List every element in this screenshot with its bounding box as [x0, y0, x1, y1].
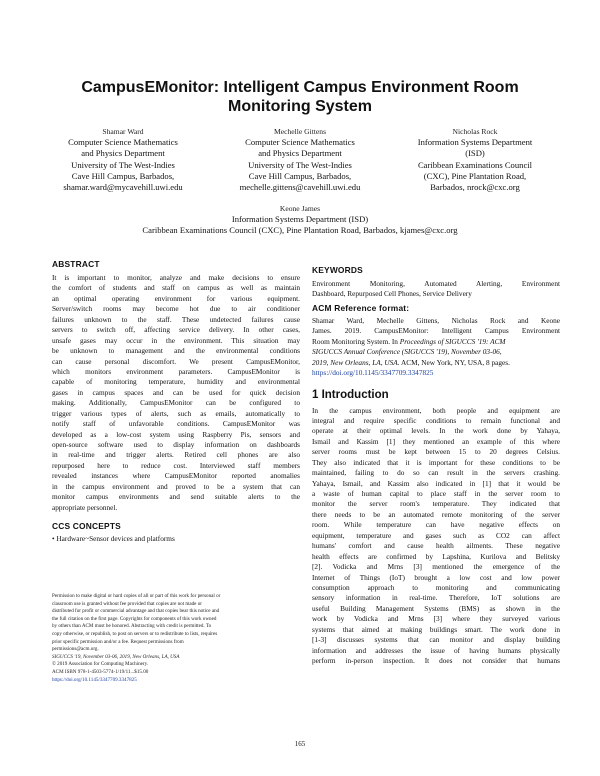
intro-line: They also indicated that it is important for these conditions to be — [312, 457, 560, 467]
keywords-line: Dashboard, Repurposed Cell Phones, Service Delivery — [312, 289, 472, 299]
acm-ref-line — [312, 347, 560, 357]
author-affiliation-line: University of The West-Indies — [248, 159, 352, 170]
acm-ref-line — [312, 358, 560, 368]
acm-ref-proceedings: SIGUCCS Annual Conference (SIGUCCS '19), November 03-06, — [312, 347, 502, 357]
intro-line: In the campus environment, both people and equipment are — [312, 405, 560, 415]
doi-link[interactable]: https://doi.org/10.1145/3347709.3347825 — [52, 676, 137, 683]
acm-ref-text: ACM, New York, NY, USA, 8 pages. — [399, 357, 510, 367]
intro-line: room. While temperature can have negative effects on — [312, 520, 560, 530]
abstract-line: in the campus environment and proved to be a system that can — [52, 481, 300, 491]
author-block-2 — [210, 126, 390, 193]
abstract-line: making. Additionally, CampusEMonitor can be configured to — [52, 398, 300, 408]
author-affiliation-line: Cave Hill Campus, Barbados, — [71, 170, 175, 181]
right-column — [312, 265, 560, 666]
intro-line: there needs to be an automated remote monitoring of the server — [312, 509, 560, 519]
intro-line: health effects are confirmed by Lapshina, Kurilova and Belitsky — [312, 551, 560, 561]
abstract-heading: ABSTRACT — [52, 259, 100, 269]
permission-line: permissions@acm.org. — [52, 646, 99, 653]
author-email: Barbados, nrock@cxc.org — [430, 182, 520, 193]
introduction-body — [312, 406, 560, 667]
permission-line: prior specific permission and/or a fee. Request permissions from — [52, 638, 184, 645]
acm-ref-proceedings: 2019, New Orleans, LA, USA. — [312, 357, 400, 367]
abstract-line: failures unknown to the staff. These undetected failures cause — [52, 314, 300, 324]
author-affiliation-line: Caribbean Examinations Council (CXC), Pine Plantation Road, Barbados, kjames@cxc.org — [142, 225, 458, 236]
intro-line: sensory information in real-time. Therefore, IoT solutions are — [312, 593, 560, 603]
abstract-line: which monitors environment parameters. CampusEMonitor is — [52, 366, 300, 376]
permission-line: copy otherwise, or republish, to post on servers or to redistribute to lists, requires — [52, 630, 218, 637]
intro-line: Ismail and Kassim [1] they mentioned an example of this where — [312, 436, 560, 446]
author-affiliation-line: and Physics Department — [81, 148, 165, 159]
intro-line: humans' comfort and cause health ailments. These negative — [312, 541, 560, 551]
abstract-line: trigger various types of alerts, such as emails, automatically to — [52, 408, 300, 418]
permission-notice — [52, 593, 300, 684]
keywords-body — [312, 279, 560, 300]
left-column — [52, 259, 300, 545]
intro-line: server rooms must be kept between 15 to 20 degrees Celsius. — [312, 447, 560, 457]
ccs-item: • Hardware~Sensor devices and platforms — [52, 534, 175, 544]
author-name: Shamar Ward — [102, 127, 144, 136]
paper-title — [40, 78, 560, 116]
author-email: mechelle.gittens@cavehill.uwi.edu — [239, 182, 361, 193]
acm-ref-line — [312, 337, 560, 347]
author-block-3 — [385, 126, 565, 193]
acm-ref-heading: ACM Reference format: — [312, 302, 410, 313]
intro-line: useful Building Management Systems (BMS) as shown in the — [312, 603, 560, 613]
author-affiliation-line: University of The West-Indies — [71, 159, 175, 170]
author-name: Keone James — [279, 204, 321, 213]
copyright-line: © 2019 Association for Computing Machinery. — [52, 661, 149, 668]
intro-line: Internet of Things (IoT) brought a low cost and low power — [312, 572, 560, 582]
abstract-line: capable of monitoring temperature, humidity and environmental — [52, 377, 300, 387]
section-introduction-heading: 1 Introduction — [312, 388, 389, 401]
title-line-1: CampusEMonitor: Intelligent Campus Environment Room — [81, 79, 519, 96]
abstract-line: an optimal operating environment for various equipment. — [52, 293, 300, 303]
abstract-line: unsafe gases may occur in the environment. This situation may — [52, 335, 300, 345]
author-affiliation-line: Caribbean Examinations Council — [417, 159, 533, 170]
abstract-line: monitor campus environments and send suitable alerts to the — [52, 492, 300, 502]
title-line-2: Monitoring System — [227, 98, 372, 115]
permission-line: distributed for profit or commercial advantage and that copies bear this notice and — [52, 608, 220, 615]
author-affiliation-line: Cave Hill Campus, Barbados, — [248, 170, 352, 181]
intro-line: integral and require specific conditions to remain functional and — [312, 415, 560, 425]
intro-line: a waste of human capital to place staff in the server room to — [312, 489, 560, 498]
abstract-line: notify staff of unfavorable conditions. CampusEMonitor was — [52, 419, 300, 429]
intro-line: [2]. Vodicka and Mrns [3] mentioned the emergence of the — [312, 562, 560, 572]
acm-ref-body — [312, 316, 560, 379]
author-name: Mechelle Gittens — [273, 127, 327, 136]
keywords-line: Environment Monitoring, Automated Alerting, Environment — [312, 279, 560, 288]
author-affiliation-line: Information Systems Department (ISD) — [231, 214, 369, 225]
permission-line: by others than ACM must be honored. Abstracting with credit is permitted. To — [52, 623, 212, 630]
abstract-line: servers to switch off, affecting service delivery. In other cases, — [52, 325, 300, 335]
intro-line: operate at their optimal levels. In the work done by Yahaya, — [312, 426, 560, 436]
author-affiliation-line: Information Systems Department — [417, 137, 533, 148]
intro-line: maintained, failing to do so can result in the servers crashing. — [312, 468, 560, 478]
author-affiliation-line: (ISD) — [465, 148, 485, 159]
permission-line: Permission to make digital or hard copies of all or part of this work for personal or — [52, 593, 221, 599]
author-affiliation-line: Computer Science Mathematics — [68, 137, 178, 148]
author-block-4 — [100, 203, 500, 237]
abstract-line: appropriate personnel. — [52, 502, 118, 512]
abstract-line: open-source software used to display information on dashboards — [52, 440, 300, 449]
abstract-line: It is important to monitor, analyze and make decisions to ensure — [52, 273, 300, 282]
keywords-heading: KEYWORDS — [312, 265, 363, 275]
abstract-body — [52, 273, 300, 513]
intro-line: consumption approach to monitoring and communicating — [312, 582, 560, 592]
abstract-line: in real-time and trigger alerts. Retired cell phones are also — [52, 450, 300, 460]
author-affiliation-line: and Physics Department — [258, 148, 342, 159]
acm-ref-doi-link[interactable]: https://doi.org/10.1145/3347709.3347825 — [312, 368, 434, 378]
acm-ref-line: James. 2019. CampusEMonitor: Intelligent Campus Environment — [312, 326, 560, 336]
intro-line: Yahaya, Ismail, and Kassim also indicated in [1] that it would be — [312, 478, 560, 488]
page-number: 165 — [294, 740, 306, 748]
intro-line: monitor the server room's temperature. They indicated that — [312, 499, 560, 509]
intro-line: systems that aimed at making buildings smart. The work done in — [312, 624, 560, 634]
intro-line: work by Vodicka and Mrns [3] where they surveyed various — [312, 614, 560, 624]
abstract-line: the comfort of students and staff on campus as well as maintain — [52, 283, 300, 293]
intro-line: equipment, temperature and gases such as CO2 can affect — [312, 530, 560, 540]
ccs-body — [52, 534, 300, 544]
conference-line: SIGUCCS '19, November 03-06, 2019, New Orleans, LA, USA — [52, 653, 180, 660]
abstract-line: Server/switch rooms may become hot due to air conditioner — [52, 304, 300, 314]
abstract-line: be unknown to management and the environmental conditions — [52, 346, 300, 356]
intro-line: perform in-person inspection. It does not consider that humans — [312, 656, 560, 665]
ccs-heading: CCS CONCEPTS — [52, 521, 121, 532]
author-affiliation-line: (CXC), Pine Plantation Road, — [423, 170, 527, 181]
abstract-line: revealed instances where CampusEMonitor reported anomalies — [52, 471, 300, 481]
permission-line: classroom use is granted without fee provided that copies are not made or — [52, 600, 202, 607]
author-email: shamar.ward@mycavehill.uwi.edu — [63, 182, 183, 193]
author-block-1 — [33, 126, 213, 193]
author-affiliation-line: Computer Science Mathematics — [245, 137, 355, 148]
abstract-line: repurposed here to reduce cost. Interviewed staff members — [52, 460, 300, 470]
abstract-line: can cause personal discomfort. We present CampusEMonitor, — [52, 356, 300, 366]
isbn-line: ACM ISBN 978-1-4503-5774-1/19/11...$15.00 — [52, 668, 149, 675]
intro-line: information and addresses the issue of having humans physically — [312, 645, 560, 655]
acm-ref-line: Shamar Ward, Mechelle Gittens, Nicholas Rock and Keone — [312, 315, 560, 325]
intro-line: [1-3] discusses systems that can monitor and display building — [312, 635, 560, 645]
author-name: Nicholas Rock — [452, 127, 498, 136]
abstract-line: developed as a low-cost system using Raspberry Pis, sensors and — [52, 429, 300, 439]
abstract-line: gases in campus spaces and can be used for quick decision — [52, 387, 300, 397]
permission-line: the full citation on the first page. Copyrights for components of this work owned — [52, 615, 217, 622]
acm-ref-proceedings: Proceedings of SIGUCCS '19: ACM — [399, 336, 506, 346]
acm-ref-text: Room Monitoring System. In — [312, 336, 400, 346]
